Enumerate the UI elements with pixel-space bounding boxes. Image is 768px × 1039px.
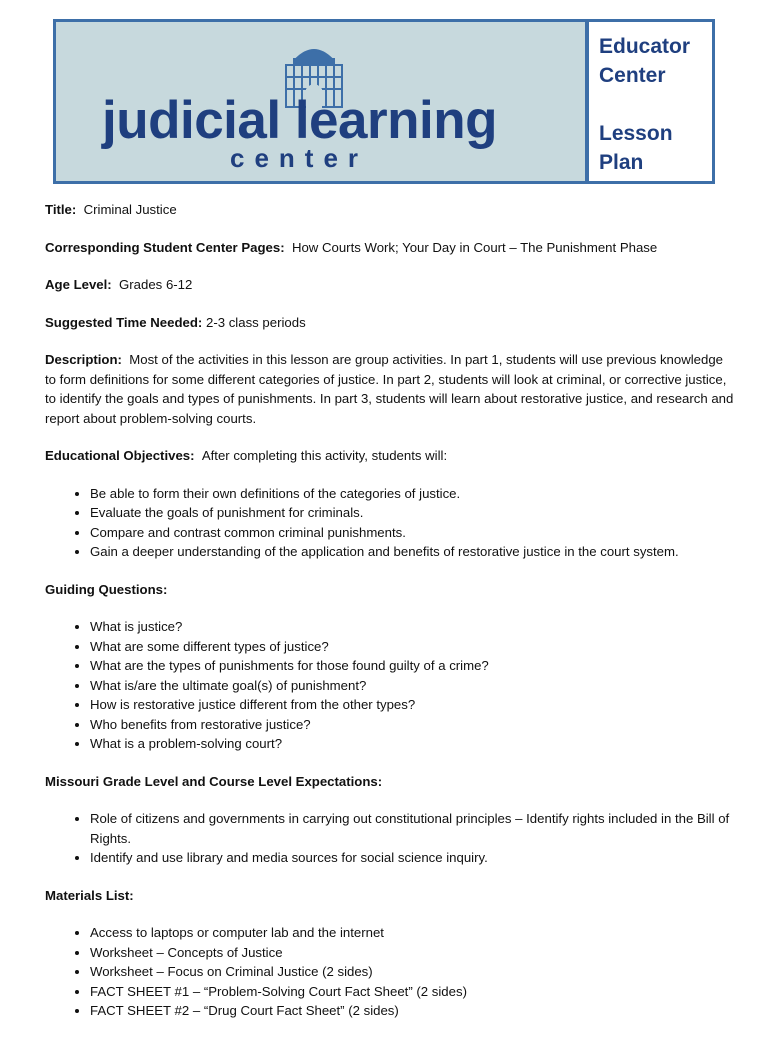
lesson-plan-body xyxy=(45,200,735,1039)
list-item: • FACT SHEET #2 – “Drug Court Fact Sheet” (2 sides) xyxy=(90,1001,735,1021)
list-item: • Worksheet – Focus on Criminal Justice (2 sides) xyxy=(90,962,735,982)
side-line-2: Center xyxy=(599,64,666,87)
list-item: • What are some different types of justice? xyxy=(90,637,735,657)
list-item: • Identify and use library and media sources for social science inquiry. xyxy=(90,848,735,868)
guiding-questions-list xyxy=(45,617,735,754)
list-item: • FACT SHEET #1 – “Problem-Solving Court Fact Sheet” (2 sides) xyxy=(90,982,735,1002)
list-item: • Compare and contrast common criminal punishments. xyxy=(90,523,735,543)
objectives-label: Educational Objectives: xyxy=(45,448,195,463)
list-item: • What is a problem-solving court? xyxy=(90,734,735,754)
age-level-label: Age Level: xyxy=(45,277,112,292)
expectations-heading: Missouri Grade Level and Course Level Expectations: xyxy=(45,773,383,789)
expectations-list xyxy=(45,809,735,868)
description-value: Most of the activities in this lesson are group activities. In part 1, students will use previous knowledge to form definitions for some different categories of justice. In part 2, students will look at criminal, or corrective justice, to identify the goals and types of punishments. In part 3, students will learn about restorative justice, and research and report about problem-solving courts. xyxy=(45,352,734,426)
guiding-questions-heading: Guiding Questions: xyxy=(45,581,168,597)
side-line-1: Educator xyxy=(599,35,691,58)
objectives-list xyxy=(45,484,735,562)
list-item: • What is justice? xyxy=(90,617,735,637)
description-label: Description: xyxy=(45,352,122,367)
side-line-3: Lesson xyxy=(599,122,673,145)
title-field xyxy=(45,200,735,220)
educator-center-label xyxy=(589,22,712,181)
description-field xyxy=(45,350,735,428)
list-item: • What is/are the ultimate goal(s) of punishment? xyxy=(90,676,735,696)
objectives-heading xyxy=(45,446,735,466)
list-item: • How is restorative justice different from the other types? xyxy=(90,695,735,715)
age-level-value: Grades 6-12 xyxy=(119,277,193,292)
header-banner xyxy=(53,19,715,184)
side-line-4: Plan xyxy=(599,151,644,174)
list-item: • Worksheet – Concepts of Justice xyxy=(90,943,735,963)
list-item: • Evaluate the goals of punishment for criminals. xyxy=(90,503,735,523)
list-item: • Access to laptops or computer lab and the internet xyxy=(90,923,735,943)
list-item: • Be able to form their own definitions of the categories of justice. xyxy=(90,484,735,504)
title-value: Criminal Justice xyxy=(83,202,177,217)
student-pages-value: How Courts Work; Your Day in Court – The Punishment Phase xyxy=(291,239,658,255)
time-needed-label: Suggested Time Needed: xyxy=(45,314,203,330)
objectives-intro: After completing this activity, students will: xyxy=(201,448,448,463)
title-label: Title: xyxy=(45,202,77,217)
list-item: • Who benefits from restorative justice? xyxy=(90,715,735,735)
age-level-field xyxy=(45,275,735,295)
logo-wordmark: judicial learning xyxy=(102,91,497,150)
logo xyxy=(56,22,589,181)
time-needed-value: 2-3 class periods xyxy=(205,314,306,330)
list-item: • What are the types of punishments for those found guilty of a crime? xyxy=(90,656,735,676)
list-item: • Gain a deeper understanding of the application and benefits of restorative justice in the court system. xyxy=(90,542,735,562)
student-pages-field xyxy=(45,238,735,258)
materials-list xyxy=(45,923,735,1021)
materials-heading: Materials List: xyxy=(45,887,134,903)
time-needed-field xyxy=(45,313,735,333)
student-pages-label: Corresponding Student Center Pages: xyxy=(45,239,285,255)
list-item: • Role of citizens and governments in carrying out constitutional principles – Identify rights included in the Bill of Rights. xyxy=(90,809,735,848)
logo-subtitle: center xyxy=(230,143,369,173)
